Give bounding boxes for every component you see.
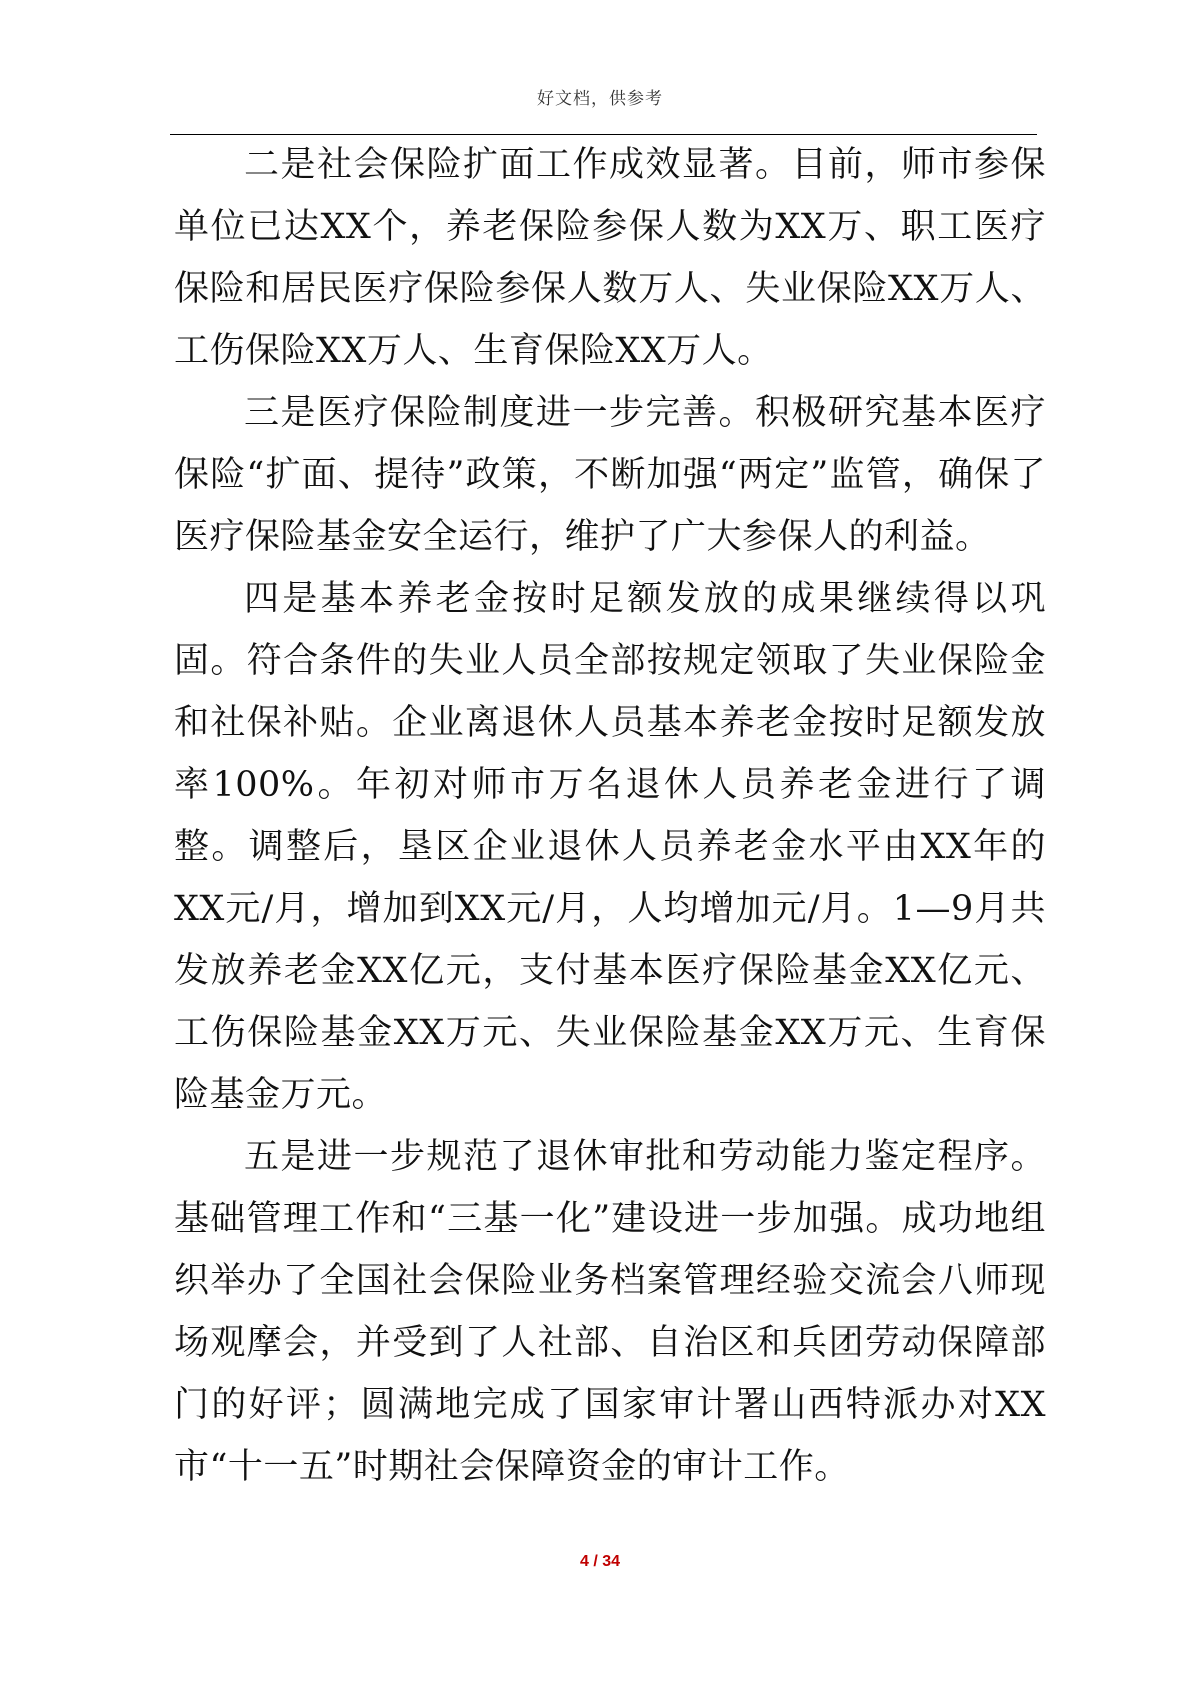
paragraph-3: 三是医疗保险制度进一步完善。积极研究基本医疗保险“扩面、提待”政策，不断加强“两定”监管，确保了医疗保险基金安全运行，维护了广大参保人的利益。 xyxy=(174,393,1046,557)
page-header: 好文档，供参考 xyxy=(537,89,663,109)
paragraph-2: 二是社会保险扩面工作成效显著。目前，师市参保单位已达XX个，养老保险参保人数为XX万、职工医疗保险和居民医疗保险参保人数万人、失业保险XX万人、工伤保险XX万人、生育保险XX万人。 xyxy=(174,145,1046,371)
page-number: 4 / 34 xyxy=(579,1553,621,1570)
document-body xyxy=(174,134,1046,1498)
paragraph-4: 四是基本养老金按时足额发放的成果继续得以巩固。符合条件的失业人员全部按规定领取了失业保险金和社保补贴。企业离退休人员基本养老金按时足额发放率100%。年初对师市万名退休人员养老金进行了调整。调整后，垦区企业退休人员养老金水平由XX年的XX元/月，增加到XX元/月，人均增加元/月。1—9月共发放养老金XX亿元，支付基本医疗保险基金XX亿元、工伤保险基金XX万元、失业保险基金XX万元、生育保险基金万元。 xyxy=(174,579,1046,1115)
paragraph-5: 五是进一步规范了退休审批和劳动能力鉴定程序。基础管理工作和“三基一化”建设进一步加强。成功地组织举办了全国社会保险业务档案管理经验交流会八师现场观摩会，并受到了人社部、自治区和兵团劳动保障部门的好评；圆满地完成了国家审计署山西特派办对XX市“十一五”时期社会保障资金的审计工作。 xyxy=(174,1137,1046,1487)
